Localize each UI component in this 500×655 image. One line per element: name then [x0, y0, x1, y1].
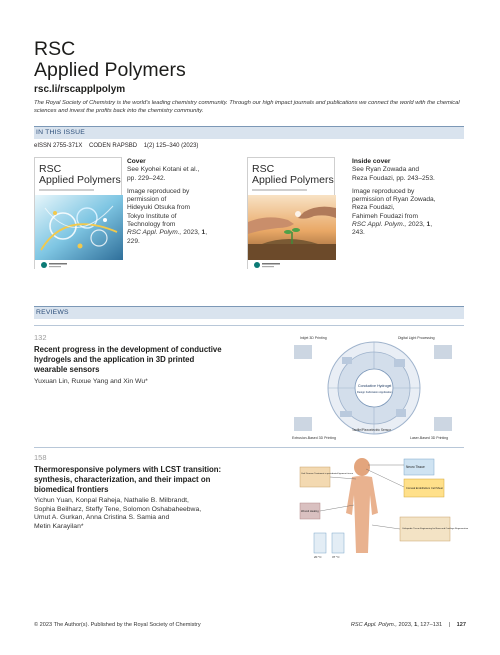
- inside-cover-caption: [352, 158, 464, 238]
- reviews-divider: [34, 325, 464, 326]
- cover-credit-line: Tokyo Institute of: [127, 212, 177, 220]
- article-page-number: 132: [34, 333, 47, 342]
- cover-image[interactable]: [34, 157, 122, 269]
- cover-credit-line: Image reproduced by: [127, 187, 190, 195]
- journal-title-line1: RSC: [34, 38, 76, 60]
- toc-label-bone: Orthopedic Tissue Engineering for Bone and Cartilage Regeneration: [402, 528, 469, 530]
- reviews-heading: REVIEWS: [36, 309, 69, 316]
- inside-cover-credit-line: permission of Ryan Zowada,: [352, 196, 436, 204]
- toc-label-center: Conductive Hydrogel: [358, 384, 392, 388]
- toc-label-center-sub: Design Fabrication Application: [357, 391, 392, 394]
- cover-citation-volume: 1: [201, 229, 206, 237]
- journal-url[interactable]: rsc.li/rscapplpolym: [34, 84, 126, 95]
- inside-cover-citation-page: 243.: [352, 229, 365, 237]
- journal-description: The Royal Society of Chemistry is the world's leading chemistry community. Through our high impact journals and publications we connect the world with the chemical sciences and invest the profits back into the chemistry community.: [34, 100, 460, 114]
- cover-image-title-line2: Applied Polymers: [39, 174, 121, 186]
- inside-cover-credit-line: Image reproduced by: [352, 187, 415, 195]
- toc-graphic-3d-printing[interactable]: [290, 331, 458, 443]
- toc-label-extrusion: Extrusion-Based 3D Printing: [292, 436, 336, 440]
- cover-citation-end: ,: [205, 229, 208, 237]
- inside-cover-image-title-line2: Applied Polymers: [252, 174, 334, 186]
- footer-page-number: 127: [456, 622, 466, 628]
- inside-cover-image-title-line1: RSC: [252, 163, 275, 175]
- article-authors: [34, 378, 274, 387]
- article-authors-line: Yuxuan Lin, Ruxue Yang and Xin Wu*: [34, 378, 148, 385]
- inside-cover-credit-line: Reza Foudazi,: [352, 204, 395, 212]
- cover-artwork: [35, 158, 123, 270]
- cover-citation-year: 2023,: [181, 229, 202, 237]
- inside-cover-citation-volume: 1: [426, 221, 431, 229]
- toc-label-neuro: Neuro Tissue: [406, 465, 425, 469]
- cover-caption-title: Cover: [127, 158, 146, 165]
- toc-label-temp-high: 37 °C: [332, 555, 340, 559]
- footer-separator: |: [448, 622, 451, 628]
- cover-pages[interactable]: pp. 229–242.: [127, 174, 166, 182]
- cover-citation-page: 229.: [127, 237, 140, 245]
- article-title-line: synthesis, characterization, and their impact on: [34, 474, 211, 484]
- toc-label-dlp: Digital Light Processing: [398, 336, 435, 340]
- article-authors: [34, 497, 274, 531]
- cover-citation[interactable]: [127, 229, 237, 237]
- footer-citation: [351, 622, 466, 628]
- reviews-bar: [34, 306, 464, 319]
- cover-image-title-line1: RSC: [39, 163, 62, 175]
- toc-graphic-biomedical[interactable]: [292, 455, 469, 560]
- inside-cover-caption-title: Inside cover: [352, 158, 391, 165]
- footer-citation-pages: , 127–131: [417, 622, 443, 628]
- article-authors-line: Yichun Yuan, Konpal Raheja, Nathalie B. Milbrandt,: [34, 497, 189, 504]
- inside-cover-citation-end: ,: [430, 221, 433, 229]
- article-authors-line: Metin Karayilan*: [34, 522, 84, 530]
- toc-label-eye: Corneal Endothelium Cell Sheet: [406, 487, 443, 490]
- toc-label-ring-bottom: Tactile/Piezoelectric Sensor: [352, 428, 391, 432]
- inside-cover-see: See Ryan Zowada and: [352, 166, 420, 174]
- article-divider: [34, 447, 464, 448]
- footer-citation-journal: RSC Appl. Polym.,: [350, 622, 397, 628]
- journal-title-line2: Applied Polymers: [34, 59, 186, 81]
- toc-graphic-3d-printing-art: [290, 331, 458, 443]
- footer-copyright: © 2023 The Author(s). Published by the Royal Society of Chemistry: [34, 622, 201, 628]
- cover-caption: [127, 158, 237, 246]
- article-authors-line: Umut A. Gurkan, Anna Cristina S. Samia and: [34, 514, 170, 522]
- article-title[interactable]: [34, 345, 274, 374]
- inside-cover-credit-line: Fahimeh Foudazi from: [352, 212, 418, 220]
- inside-cover-citation-year: 2023,: [406, 221, 427, 229]
- article-title-line: Thermoresponsive polymers with LCST transition:: [34, 465, 222, 474]
- toc-label-laser: Laser-Based 3D Printing: [410, 436, 449, 440]
- article-title[interactable]: [34, 465, 274, 494]
- cover-credit-line: Hideyuki Otsuka from: [127, 204, 191, 212]
- toc-label-temp-low: 20 °C: [314, 555, 322, 559]
- toc-graphic-biomedical-art: [292, 455, 469, 560]
- cover-citation-journal: RSC Appl. Polym.,: [127, 229, 182, 237]
- article-title-line: hydrogels and the application in 3D printed: [34, 354, 195, 364]
- in-this-issue-bar: [34, 126, 464, 139]
- article-title-line: wearable sensors: [34, 364, 100, 374]
- cover-see: See Kyohei Kotani et al.,: [127, 166, 200, 174]
- cover-credit-line: permission of: [127, 196, 167, 204]
- inside-cover-pages[interactable]: Reza Foudazi, pp. 243–253.: [352, 174, 435, 182]
- article-page-number: 158: [34, 453, 47, 462]
- in-this-issue-heading: IN THIS ISSUE: [36, 129, 85, 136]
- issue-meta: eISSN 2755-371X CODEN RAPSBD 1(2) 125–340 (2023): [34, 143, 199, 149]
- cover-credit-line: Technology from: [127, 221, 176, 229]
- inside-cover-image[interactable]: [247, 157, 335, 269]
- toc-label-drug: Oral Disease Treatment in periodontal ligament tissue: [301, 473, 354, 475]
- article-authors-line: Sophia Beilharz, Steffy Tene, Solomon Oshabaheebwa,: [34, 505, 202, 513]
- inside-cover-citation[interactable]: [352, 221, 464, 229]
- footer-citation-year: 2023,: [396, 622, 415, 628]
- toc-label-inkjet: Inkjet 3D Printing: [300, 336, 327, 340]
- footer-citation-volume: 1: [414, 622, 418, 628]
- article-title-line: Recent progress in the development of conductive: [34, 345, 222, 354]
- article-title-line: biomedical frontiers: [34, 484, 109, 494]
- inside-cover-citation-journal: RSC Appl. Polym.,: [352, 221, 407, 229]
- toc-label-wound: Wound Healing: [301, 510, 319, 513]
- journal-title: [34, 39, 186, 81]
- inside-cover-artwork: [248, 158, 336, 270]
